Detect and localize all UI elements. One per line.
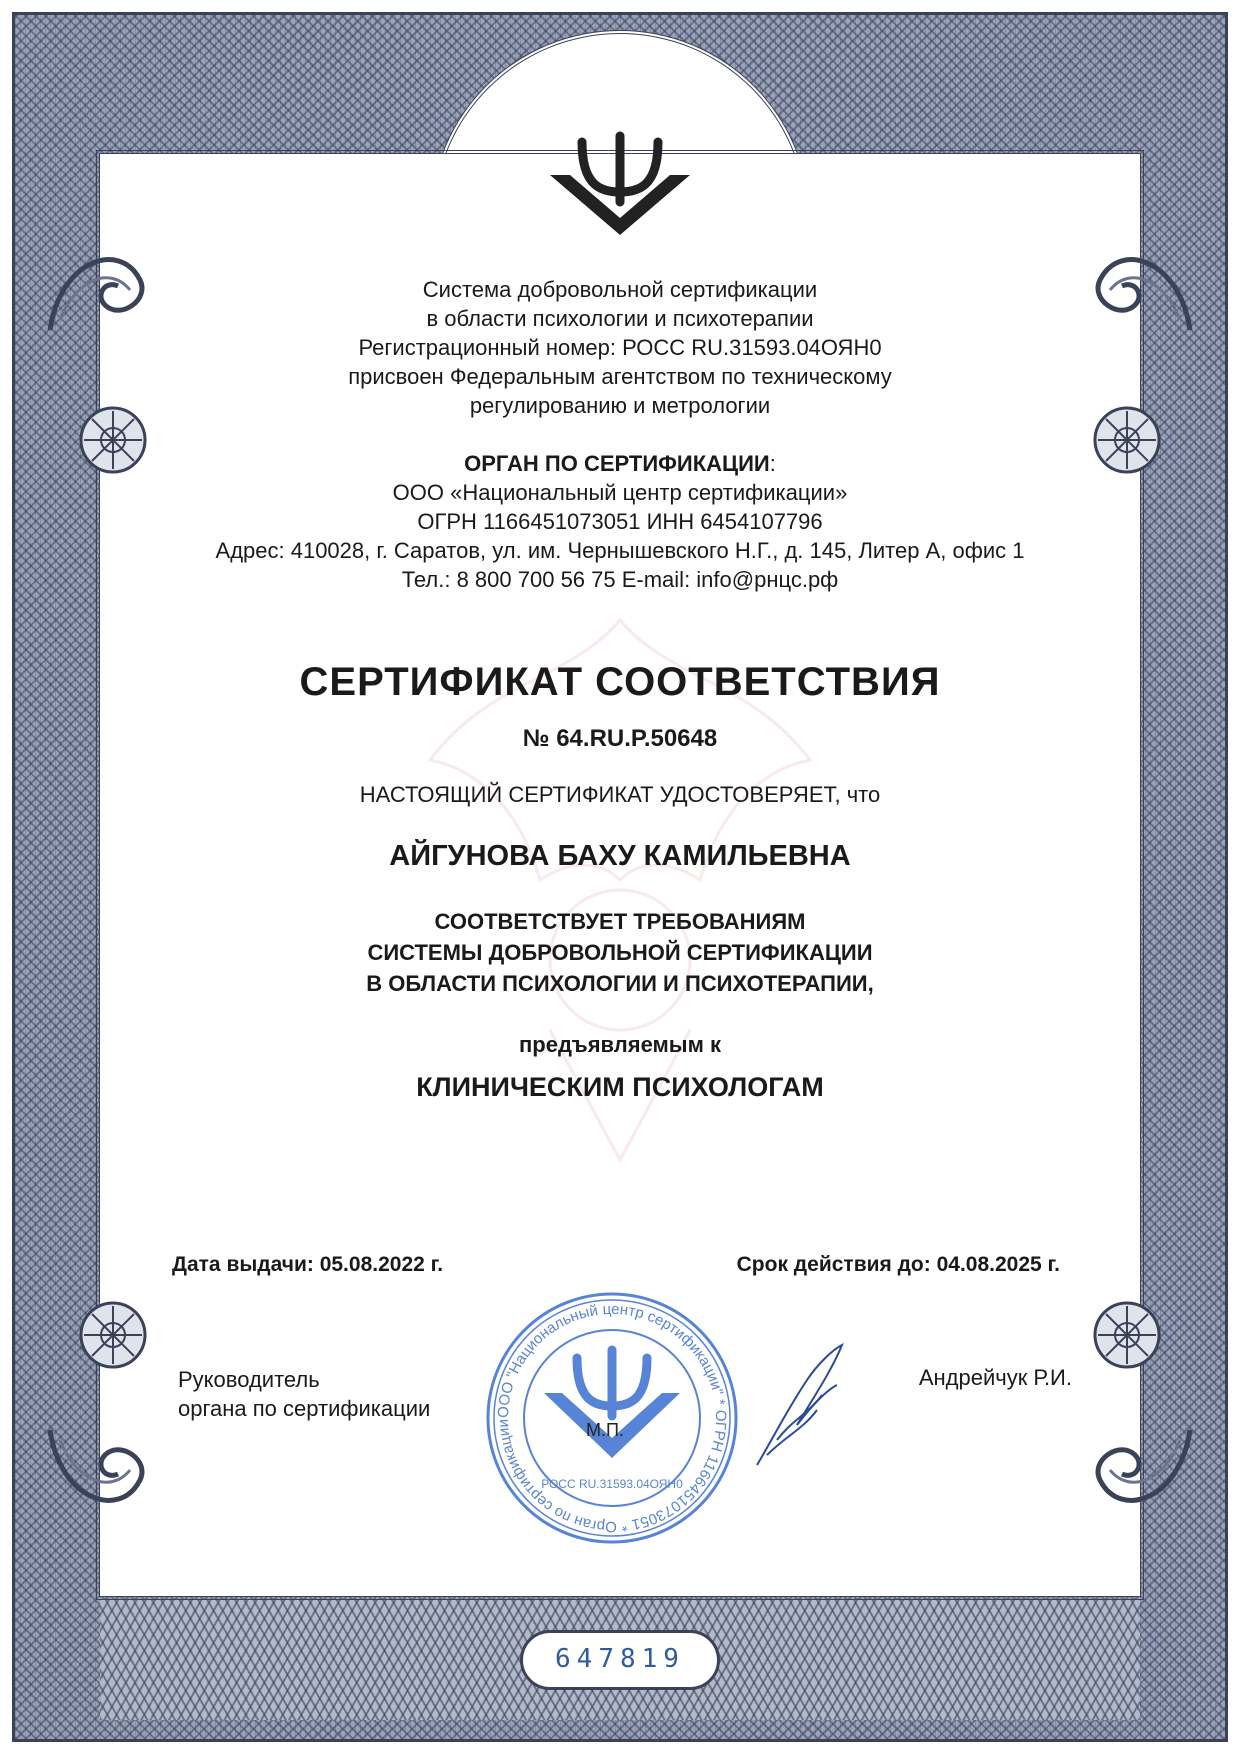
specialist-category: КЛИНИЧЕСКИМ ПСИХОЛОГАМ — [416, 1072, 824, 1102]
system-line: регулированию и метрологии — [469, 393, 771, 418]
system-line: в области психологии и психотерапии — [426, 306, 814, 331]
handwritten-signature-icon — [752, 1340, 852, 1470]
requirements-line: СООТВЕТСТВУЕТ ТРЕБОВАНИЯМ — [434, 909, 806, 934]
requirements-block — [120, 906, 1120, 999]
head-of-organ-label — [178, 1365, 430, 1423]
system-line: присвоен Федеральным агентством по техническому — [348, 364, 892, 389]
signer-name: Андрейчук Р.И. — [918, 1365, 1072, 1390]
issue-date: Дата выдачи: 05.08.2022 г. — [172, 1253, 444, 1276]
serial-number: 647819 — [555, 1644, 685, 1674]
rosette-ornament-icon — [1092, 1300, 1162, 1370]
certificate-number: № 64.RU.P.50648 — [522, 725, 718, 752]
stamp-registration-text: РОСС RU.31593.04ОЯН0 — [541, 1477, 683, 1491]
organ-heading-colon: : — [769, 451, 776, 476]
role-line: органа по сертификации — [178, 1396, 431, 1421]
certificate-title: СЕРТИФИКАТ СООТВЕТСТВИЯ — [299, 660, 941, 704]
certification-system-info — [120, 275, 1120, 420]
person-name: АЙГУНОВА БАХУ КАМИЛЬЕВНА — [389, 840, 851, 872]
rosette-ornament-icon — [78, 1300, 148, 1370]
system-line: Система добровольной сертификации — [422, 277, 818, 302]
registration-number: Регистрационный номер: РОСС RU.31593.04ОЯН0 — [358, 335, 882, 360]
role-line: Руководитель — [178, 1367, 320, 1392]
eagle-watermark-icon — [370, 560, 870, 1200]
requirements-line: В ОБЛАСТИ ПСИХОЛОГИИ И ПСИХОТЕРАПИИ, — [366, 971, 874, 996]
certification-organ-info — [120, 449, 1120, 594]
stamp-outer-text: ООО "Национальный центр сертификации" * ОГРН 1166451073051 * Орган по сертификации — [494, 1300, 730, 1536]
organ-address: Адрес: 410028, г. Саратов, ул. им. Чернышевского Н.Г., д. 145, Литер А, офис 1 — [215, 538, 1025, 563]
organ-name: ООО «Национальный центр сертификации» — [392, 480, 848, 505]
organ-heading: ОРГАН ПО СЕРТИФИКАЦИИ — [464, 451, 770, 476]
organ-ids: ОГРН 1166451073051 ИНН 6454107796 — [417, 509, 823, 534]
organ-heading-line — [120, 449, 1120, 478]
psi-logo-icon — [540, 130, 700, 240]
round-seal-icon — [482, 1288, 742, 1548]
acanthus-scroll-ornament-icon — [40, 1420, 160, 1540]
requirements-line: СИСТЕМЫ ДОБРОВОЛЬНОЙ СЕРТИФИКАЦИИ — [367, 940, 873, 965]
organ-contacts: Тел.: 8 800 700 56 75 E-mail: info@рнцс.рф — [401, 567, 839, 592]
presented-to-line: предъявляемым к — [519, 1032, 721, 1057]
stamp-place-label: М.П. — [586, 1420, 624, 1440]
attests-line: НАСТОЯЩИЙ СЕРТИФИКАТ УДОСТОВЕРЯЕТ, что — [359, 782, 881, 807]
acanthus-scroll-ornament-icon — [1080, 1420, 1200, 1540]
valid-until-date: Срок действия до: 04.08.2025 г. — [736, 1253, 1060, 1276]
